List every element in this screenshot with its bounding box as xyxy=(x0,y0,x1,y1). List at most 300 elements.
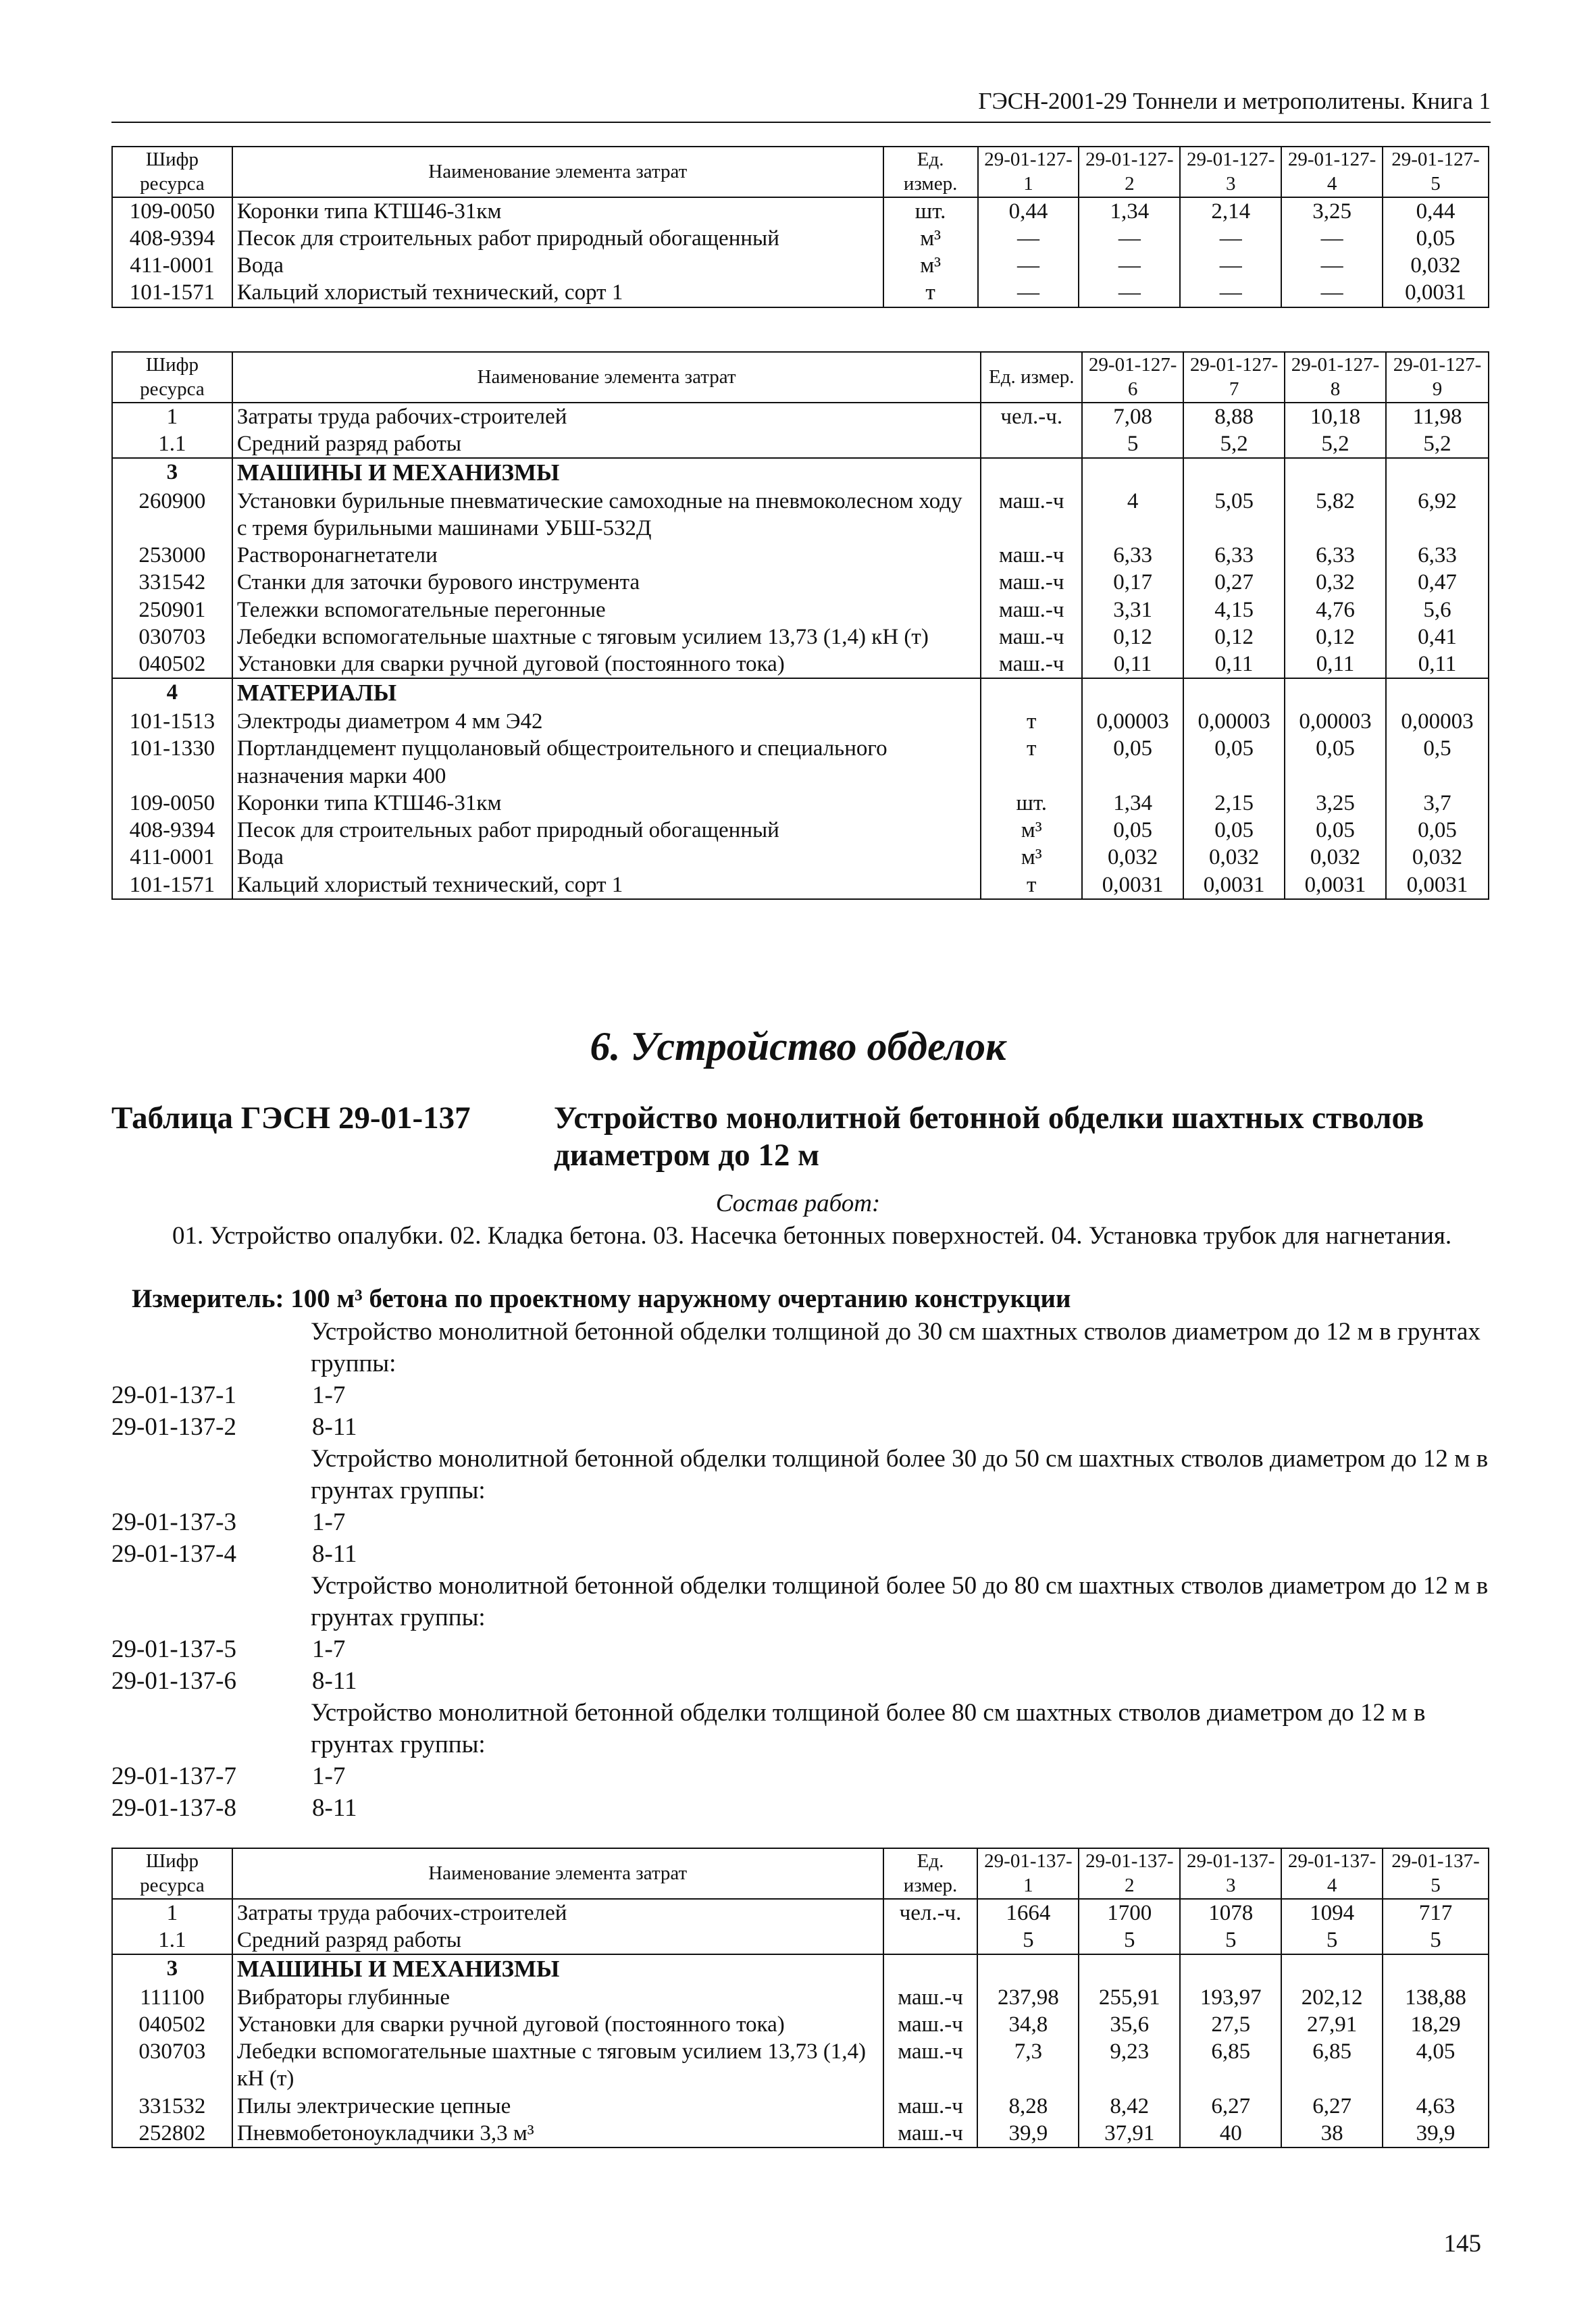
column-header: 29-01-137-2 xyxy=(1079,1848,1180,1899)
resource-name-cell: Коронки типа КТШ46-31км xyxy=(232,197,883,225)
variant-description: Устройство монолитной бетонной обделки толщиной более 50 до 80 см шахтных стволов диаметром до 12 м в грунтах группы: xyxy=(311,1572,1489,1631)
value-cell: 2,14 xyxy=(1180,197,1281,225)
unit-cell: т xyxy=(883,279,978,307)
table-row xyxy=(112,542,1489,569)
table-row xyxy=(112,2120,1489,2147)
value-cell: 0,032 xyxy=(1082,844,1183,871)
composition-heading: Состав работ: xyxy=(715,1190,881,1217)
value-cell: 0,032 xyxy=(1383,252,1489,279)
section-name-cell: МАШИНЫ И МЕХАНИЗМЫ xyxy=(232,1954,883,1984)
column-header: Шифр ресурса xyxy=(112,147,232,197)
value-cell: 0,05 xyxy=(1285,735,1386,790)
value-cell: 5,05 xyxy=(1183,488,1285,542)
resource-code-cell: 101-1571 xyxy=(112,871,232,899)
resource-code-cell: 030703 xyxy=(112,624,232,651)
table-header-row xyxy=(112,147,1489,197)
value-cell: — xyxy=(1180,225,1281,252)
value-cell: — xyxy=(1281,279,1383,307)
value-cell: 39,9 xyxy=(1383,2120,1489,2147)
value-cell: 0,00003 xyxy=(1386,708,1489,735)
norm-code: 29-01-137-1 xyxy=(111,1381,236,1409)
empty-cell xyxy=(1079,1954,1180,1984)
unit-cell: чел.-ч. xyxy=(883,1899,978,1927)
soil-group: 1-7 xyxy=(312,1381,346,1409)
soil-group: 1-7 xyxy=(312,1635,346,1663)
value-cell: 0,05 xyxy=(1082,735,1183,790)
work-composition-text: 01. Устройство опалубки. 02. Кладка бетона. 03. Насечка бетонных поверхностей. 04. Установка трубок для нагнетания. xyxy=(172,1222,1452,1250)
resource-name-cell: Песок для строительных работ природный обогащенный xyxy=(232,225,883,252)
value-cell: — xyxy=(978,225,1079,252)
value-cell: 5,2 xyxy=(1183,430,1285,458)
value-cell: 5,2 xyxy=(1285,430,1386,458)
table-row xyxy=(112,871,1489,899)
empty-cell xyxy=(1281,1954,1383,1984)
soil-group: 8-11 xyxy=(312,1413,357,1441)
variant-description: Устройство монолитной бетонной обделки толщиной до 30 см шахтных стволов диаметром до 12 м в грунтах группы: xyxy=(311,1318,1481,1377)
variant-description: Устройство монолитной бетонной обделки толщиной более 80 см шахтных стволов диаметром до 12 м в грунтах группы: xyxy=(311,1699,1426,1758)
value-cell: 0,5 xyxy=(1386,735,1489,790)
resource-name-cell: Средний разряд работы xyxy=(232,430,981,458)
value-cell: 0,12 xyxy=(1082,624,1183,651)
value-cell: 4,76 xyxy=(1285,596,1386,624)
resource-name-cell: Средний разряд работы xyxy=(232,1927,883,1954)
value-cell: 34,8 xyxy=(977,2011,1079,2038)
value-cell: 3,31 xyxy=(1082,596,1183,624)
resource-code-cell: 111100 xyxy=(112,1984,232,2011)
resource-name-cell: Кальций хлористый технический, сорт 1 xyxy=(232,279,883,307)
value-cell: 10,18 xyxy=(1285,403,1386,430)
resource-code-cell: 1.1 xyxy=(112,1927,232,1954)
column-header: 29-01-127-3 xyxy=(1180,147,1281,197)
value-cell: 0,11 xyxy=(1183,651,1285,678)
norm-code: 29-01-137-5 xyxy=(111,1635,236,1663)
unit-cell: шт. xyxy=(981,790,1082,817)
value-cell: 5 xyxy=(977,1927,1079,1954)
value-cell: 0,032 xyxy=(1183,844,1285,871)
unit-cell: шт. xyxy=(883,197,978,225)
resource-code-cell: 040502 xyxy=(112,2011,232,2038)
value-cell: 37,91 xyxy=(1079,2120,1180,2147)
value-cell: 6,33 xyxy=(1183,542,1285,569)
resource-code-cell: 408-9394 xyxy=(112,225,232,252)
resource-code-cell: 109-0050 xyxy=(112,790,232,817)
value-cell: 193,97 xyxy=(1180,1984,1281,2011)
value-cell: 39,9 xyxy=(977,2120,1079,2147)
value-cell: 5 xyxy=(1281,1927,1383,1954)
value-cell: 6,85 xyxy=(1281,2038,1383,2093)
value-cell: 0,0031 xyxy=(1285,871,1386,899)
resource-code-cell: 1 xyxy=(112,403,232,430)
value-cell: 5,82 xyxy=(1285,488,1386,542)
value-cell: 0,27 xyxy=(1183,569,1285,596)
empty-cell xyxy=(1180,1954,1281,1984)
resource-name-cell: Лебедки вспомогательные шахтные с тяговым усилием 13,73 (1,4) кН (т) xyxy=(232,2038,883,2093)
empty-cell xyxy=(1082,678,1183,708)
resource-code-cell: 260900 xyxy=(112,488,232,542)
table-label: Таблица ГЭСН 29-01-137 xyxy=(111,1100,471,1136)
value-cell: — xyxy=(1079,279,1180,307)
unit-cell: маш.-ч xyxy=(981,624,1082,651)
resource-code-cell: 411-0001 xyxy=(112,252,232,279)
value-cell: — xyxy=(1180,252,1281,279)
value-cell: 0,44 xyxy=(978,197,1079,225)
empty-cell xyxy=(1386,678,1489,708)
soil-group: 8-11 xyxy=(312,1794,357,1822)
value-cell: 5,6 xyxy=(1386,596,1489,624)
unit-cell xyxy=(883,1927,978,1954)
value-cell: 5 xyxy=(1383,1927,1489,1954)
norm-code: 29-01-137-2 xyxy=(111,1413,236,1441)
section-code-cell: 4 xyxy=(112,678,232,708)
value-cell: 0,11 xyxy=(1082,651,1183,678)
column-header: Ед. измер. xyxy=(883,147,978,197)
value-cell: 27,91 xyxy=(1281,2011,1383,2038)
value-cell: 138,88 xyxy=(1383,1984,1489,2011)
running-header: ГЭСН-2001-29 Тоннели и метрополитены. Книга 1 xyxy=(111,88,1491,123)
value-cell: 18,29 xyxy=(1383,2011,1489,2038)
value-cell: — xyxy=(978,279,1079,307)
value-cell: 717 xyxy=(1383,1899,1489,1927)
resource-table-137-1-5 xyxy=(111,1848,1489,2148)
value-cell: 1700 xyxy=(1079,1899,1180,1927)
variant-row xyxy=(111,1379,1496,1411)
value-cell: 202,12 xyxy=(1281,1984,1383,2011)
column-header: Ед. измер. xyxy=(981,352,1082,403)
column-header: Шифр ресурса xyxy=(112,1848,232,1899)
empty-cell xyxy=(981,678,1082,708)
value-cell: 0,05 xyxy=(1183,735,1285,790)
value-cell: 237,98 xyxy=(977,1984,1079,2011)
unit-cell: маш.-ч xyxy=(981,488,1082,542)
variant-row xyxy=(111,1633,1496,1665)
table-row xyxy=(112,430,1489,458)
table-row xyxy=(112,624,1489,651)
value-cell: 0,00003 xyxy=(1082,708,1183,735)
resource-name-cell: Затраты труда рабочих-строителей xyxy=(232,1899,883,1927)
section-code-cell: 3 xyxy=(112,458,232,488)
variant-row xyxy=(111,1538,1496,1570)
variant-row xyxy=(111,1760,1496,1792)
section-name-cell: МАШИНЫ И МЕХАНИЗМЫ xyxy=(232,458,981,488)
section-name-cell: МАТЕРИАЛЫ xyxy=(232,678,981,708)
unit-cell xyxy=(981,430,1082,458)
column-header: 29-01-127-2 xyxy=(1079,147,1180,197)
resource-name-cell: Пневмобетоноукладчики 3,3 м³ xyxy=(232,2120,883,2147)
resource-name-cell: Кальций хлористый технический, сорт 1 xyxy=(232,871,981,899)
column-header: 29-01-127-8 xyxy=(1285,352,1386,403)
value-cell: 255,91 xyxy=(1079,1984,1180,2011)
section-code-cell: 3 xyxy=(112,1954,232,1984)
unit-cell: т xyxy=(981,735,1082,790)
empty-cell xyxy=(1386,458,1489,488)
value-cell: 0,032 xyxy=(1386,844,1489,871)
value-cell: 5 xyxy=(1180,1927,1281,1954)
resource-name-cell: Вода xyxy=(232,252,883,279)
empty-cell xyxy=(977,1954,1079,1984)
value-cell: 0,12 xyxy=(1183,624,1285,651)
value-cell: 6,27 xyxy=(1180,2093,1281,2120)
unit-cell: маш.-ч xyxy=(981,651,1082,678)
unit-cell: чел.-ч. xyxy=(981,403,1082,430)
table-row xyxy=(112,225,1489,252)
value-cell: 6,33 xyxy=(1386,542,1489,569)
resource-code-cell: 331532 xyxy=(112,2093,232,2120)
value-cell: 0,032 xyxy=(1285,844,1386,871)
resource-code-cell: 408-9394 xyxy=(112,817,232,844)
table-row xyxy=(112,735,1489,790)
empty-cell xyxy=(1383,1954,1489,1984)
resource-name-cell: Вода xyxy=(232,844,981,871)
resource-name-cell: Песок для строительных работ природный обогащенный xyxy=(232,817,981,844)
unit-cell: маш.-ч xyxy=(981,569,1082,596)
resource-name-cell: Установки для сварки ручной дуговой (постоянного тока) xyxy=(232,651,981,678)
value-cell: 0,11 xyxy=(1285,651,1386,678)
value-cell: 5 xyxy=(1082,430,1183,458)
value-cell: 4,15 xyxy=(1183,596,1285,624)
resource-name-cell: Тележки вспомогательные перегонные xyxy=(232,596,981,624)
empty-cell xyxy=(981,458,1082,488)
value-cell: 38 xyxy=(1281,2120,1383,2147)
page-number: 145 xyxy=(1443,2230,1481,2258)
table-row xyxy=(112,790,1489,817)
soil-group: 1-7 xyxy=(312,1762,346,1790)
value-cell: 11,98 xyxy=(1386,403,1489,430)
value-cell: 6,92 xyxy=(1386,488,1489,542)
empty-cell xyxy=(883,1954,978,1984)
value-cell: 3,7 xyxy=(1386,790,1489,817)
column-header: 29-01-127-6 xyxy=(1082,352,1183,403)
column-header: 29-01-127-7 xyxy=(1183,352,1285,403)
table-row xyxy=(112,708,1489,735)
table-row xyxy=(112,817,1489,844)
value-cell: 5,2 xyxy=(1386,430,1489,458)
value-cell: 0,11 xyxy=(1386,651,1489,678)
value-cell: 35,6 xyxy=(1079,2011,1180,2038)
unit-cell: маш.-ч xyxy=(883,2093,978,2120)
value-cell: 0,0031 xyxy=(1386,871,1489,899)
resource-code-cell: 331542 xyxy=(112,569,232,596)
value-cell: 7,3 xyxy=(977,2038,1079,2093)
resource-name-cell: Вибраторы глубинные xyxy=(232,1984,883,2011)
table-row xyxy=(112,2038,1489,2093)
table-row xyxy=(112,596,1489,624)
column-header: 29-01-127-5 xyxy=(1383,147,1489,197)
resource-code-cell: 411-0001 xyxy=(112,844,232,871)
section-row xyxy=(112,678,1489,708)
value-cell: — xyxy=(1281,252,1383,279)
value-cell: 40 xyxy=(1180,2120,1281,2147)
table-header-row xyxy=(112,1848,1489,1899)
resource-table-127-1-5 xyxy=(111,146,1489,308)
unit-cell: м³ xyxy=(981,817,1082,844)
section-row xyxy=(112,458,1489,488)
value-cell: 6,33 xyxy=(1082,542,1183,569)
value-cell: 0,44 xyxy=(1383,197,1489,225)
value-cell: 3,25 xyxy=(1285,790,1386,817)
column-header: 29-01-137-1 xyxy=(977,1848,1079,1899)
value-cell: 1078 xyxy=(1180,1899,1281,1927)
table-row xyxy=(112,569,1489,596)
value-cell: 0,05 xyxy=(1285,817,1386,844)
value-cell: 0,12 xyxy=(1285,624,1386,651)
soil-group: 1-7 xyxy=(312,1508,346,1536)
empty-cell xyxy=(1285,458,1386,488)
unit-cell: м³ xyxy=(981,844,1082,871)
table-row xyxy=(112,488,1489,542)
norm-code: 29-01-137-6 xyxy=(111,1667,236,1695)
value-cell: — xyxy=(1180,279,1281,307)
resource-code-cell: 250901 xyxy=(112,596,232,624)
value-cell: 6,27 xyxy=(1281,2093,1383,2120)
value-cell: 0,47 xyxy=(1386,569,1489,596)
table-row xyxy=(112,197,1489,225)
column-header: 29-01-127-1 xyxy=(978,147,1079,197)
unit-cell: маш.-ч xyxy=(981,596,1082,624)
resource-name-cell: Растворонагнетатели xyxy=(232,542,981,569)
resource-code-cell: 1 xyxy=(112,1899,232,1927)
column-header: 29-01-137-5 xyxy=(1383,1848,1489,1899)
column-header: 29-01-137-4 xyxy=(1281,1848,1383,1899)
column-header: Наименование элемента затрат xyxy=(232,147,883,197)
resource-code-cell: 101-1330 xyxy=(112,735,232,790)
empty-cell xyxy=(1183,458,1285,488)
resource-table-127-6-9 xyxy=(111,351,1489,900)
resource-code-cell: 030703 xyxy=(112,2038,232,2093)
resource-code-cell: 109-0050 xyxy=(112,197,232,225)
value-cell: 4 xyxy=(1082,488,1183,542)
unit-cell: маш.-ч xyxy=(883,2120,978,2147)
unit-cell: маш.-ч xyxy=(981,542,1082,569)
value-cell: 6,33 xyxy=(1285,542,1386,569)
value-cell: 1094 xyxy=(1281,1899,1383,1927)
value-cell: 27,5 xyxy=(1180,2011,1281,2038)
value-cell: 0,32 xyxy=(1285,569,1386,596)
value-cell: — xyxy=(1079,252,1180,279)
value-cell: 0,05 xyxy=(1183,817,1285,844)
value-cell: 8,42 xyxy=(1079,2093,1180,2120)
resource-code-cell: 253000 xyxy=(112,542,232,569)
value-cell: 1,34 xyxy=(1079,197,1180,225)
resource-name-cell: Установки для сварки ручной дуговой (постоянного тока) xyxy=(232,2011,883,2038)
value-cell: 1,34 xyxy=(1082,790,1183,817)
norm-code: 29-01-137-4 xyxy=(111,1540,236,1568)
column-header: 29-01-137-3 xyxy=(1180,1848,1281,1899)
table-row xyxy=(112,2093,1489,2120)
table-row xyxy=(112,844,1489,871)
column-header: Шифр ресурса xyxy=(112,352,232,403)
unit-cell: м³ xyxy=(883,252,978,279)
section-title: 6. Устройство обделок xyxy=(590,1024,1006,1069)
value-cell: 0,0031 xyxy=(1183,871,1285,899)
value-cell: 0,17 xyxy=(1082,569,1183,596)
value-cell: 0,05 xyxy=(1082,817,1183,844)
value-cell: — xyxy=(1281,225,1383,252)
column-header: Наименование элемента затрат xyxy=(232,352,981,403)
table-row xyxy=(112,2011,1489,2038)
column-header: 29-01-127-9 xyxy=(1386,352,1489,403)
resource-code-cell: 252802 xyxy=(112,2120,232,2147)
table-row xyxy=(112,1927,1489,1954)
value-cell: 4,63 xyxy=(1383,2093,1489,2120)
value-cell: 1664 xyxy=(977,1899,1079,1927)
variant-row xyxy=(111,1792,1496,1824)
resource-name-cell: Лебедки вспомогательные шахтные с тяговым усилием 13,73 (1,4) кН (т) xyxy=(232,624,981,651)
column-header: 29-01-127-4 xyxy=(1281,147,1383,197)
resource-name-cell: Портландцемент пуццолановый общестроительного и специального назначения марки 400 xyxy=(232,735,981,790)
value-cell: 3,25 xyxy=(1281,197,1383,225)
unit-cell: м³ xyxy=(883,225,978,252)
value-cell: 0,00003 xyxy=(1183,708,1285,735)
value-cell: 0,00003 xyxy=(1285,708,1386,735)
table-row xyxy=(112,252,1489,279)
value-cell: 2,15 xyxy=(1183,790,1285,817)
norm-code: 29-01-137-8 xyxy=(111,1794,236,1822)
value-cell: — xyxy=(1079,225,1180,252)
value-cell: 7,08 xyxy=(1082,403,1183,430)
value-cell: 5 xyxy=(1079,1927,1180,1954)
unit-cell: маш.-ч xyxy=(883,2038,978,2093)
value-cell: 0,41 xyxy=(1386,624,1489,651)
unit-cell: маш.-ч xyxy=(883,2011,978,2038)
norm-code: 29-01-137-7 xyxy=(111,1762,236,1790)
resource-name-cell: Установки бурильные пневматические самоходные на пневмоколесном ходу с тремя бурильными машинами УБШ-532Д xyxy=(232,488,981,542)
variant-row xyxy=(111,1411,1496,1443)
table-row xyxy=(112,403,1489,430)
unit-cell: т xyxy=(981,708,1082,735)
value-cell: 8,88 xyxy=(1183,403,1285,430)
soil-group: 8-11 xyxy=(312,1540,357,1568)
norm-code: 29-01-137-3 xyxy=(111,1508,236,1536)
empty-cell xyxy=(1285,678,1386,708)
value-cell: 0,05 xyxy=(1386,817,1489,844)
measurement-unit: Измеритель: 100 м³ бетона по проектному наружному очертанию конструкции xyxy=(132,1284,1071,1313)
table-header-row xyxy=(112,352,1489,403)
table-row xyxy=(112,1899,1489,1927)
resource-code-cell: 040502 xyxy=(112,651,232,678)
column-header: Ед. измер. xyxy=(883,1848,978,1899)
value-cell: 0,0031 xyxy=(1082,871,1183,899)
value-cell: 8,28 xyxy=(977,2093,1079,2120)
table-row xyxy=(112,279,1489,307)
table-row xyxy=(112,651,1489,678)
variant-row xyxy=(111,1506,1496,1538)
value-cell: 0,0031 xyxy=(1383,279,1489,307)
resource-name-cell: Пилы электрические цепные xyxy=(232,2093,883,2120)
value-cell: 6,85 xyxy=(1180,2038,1281,2093)
variant-row xyxy=(111,1665,1496,1697)
norm-variants-list xyxy=(111,1316,1496,1824)
unit-cell: т xyxy=(981,871,1082,899)
variant-description: Устройство монолитной бетонной обделки толщиной более 30 до 50 см шахтных стволов диаметром до 12 м в грунтах группы: xyxy=(311,1445,1489,1504)
empty-cell xyxy=(1183,678,1285,708)
resource-name-cell: Станки для заточки бурового инструмента xyxy=(232,569,981,596)
section-row xyxy=(112,1954,1489,1984)
resource-name-cell: Коронки типа КТШ46-31км xyxy=(232,790,981,817)
value-cell: 0,05 xyxy=(1383,225,1489,252)
resource-name-cell: Затраты труда рабочих-строителей xyxy=(232,403,981,430)
unit-cell: маш.-ч xyxy=(883,1984,978,2011)
table-row xyxy=(112,1984,1489,2011)
resource-name-cell: Электроды диаметром 4 мм Э42 xyxy=(232,708,981,735)
table-title: Устройство монолитной бетонной обделки шахтных стволов диаметром до 12 м xyxy=(554,1100,1424,1173)
value-cell: 4,05 xyxy=(1383,2038,1489,2093)
resource-code-cell: 1.1 xyxy=(112,430,232,458)
soil-group: 8-11 xyxy=(312,1667,357,1695)
value-cell: 9,23 xyxy=(1079,2038,1180,2093)
empty-cell xyxy=(1082,458,1183,488)
value-cell: — xyxy=(978,252,1079,279)
resource-code-cell: 101-1513 xyxy=(112,708,232,735)
